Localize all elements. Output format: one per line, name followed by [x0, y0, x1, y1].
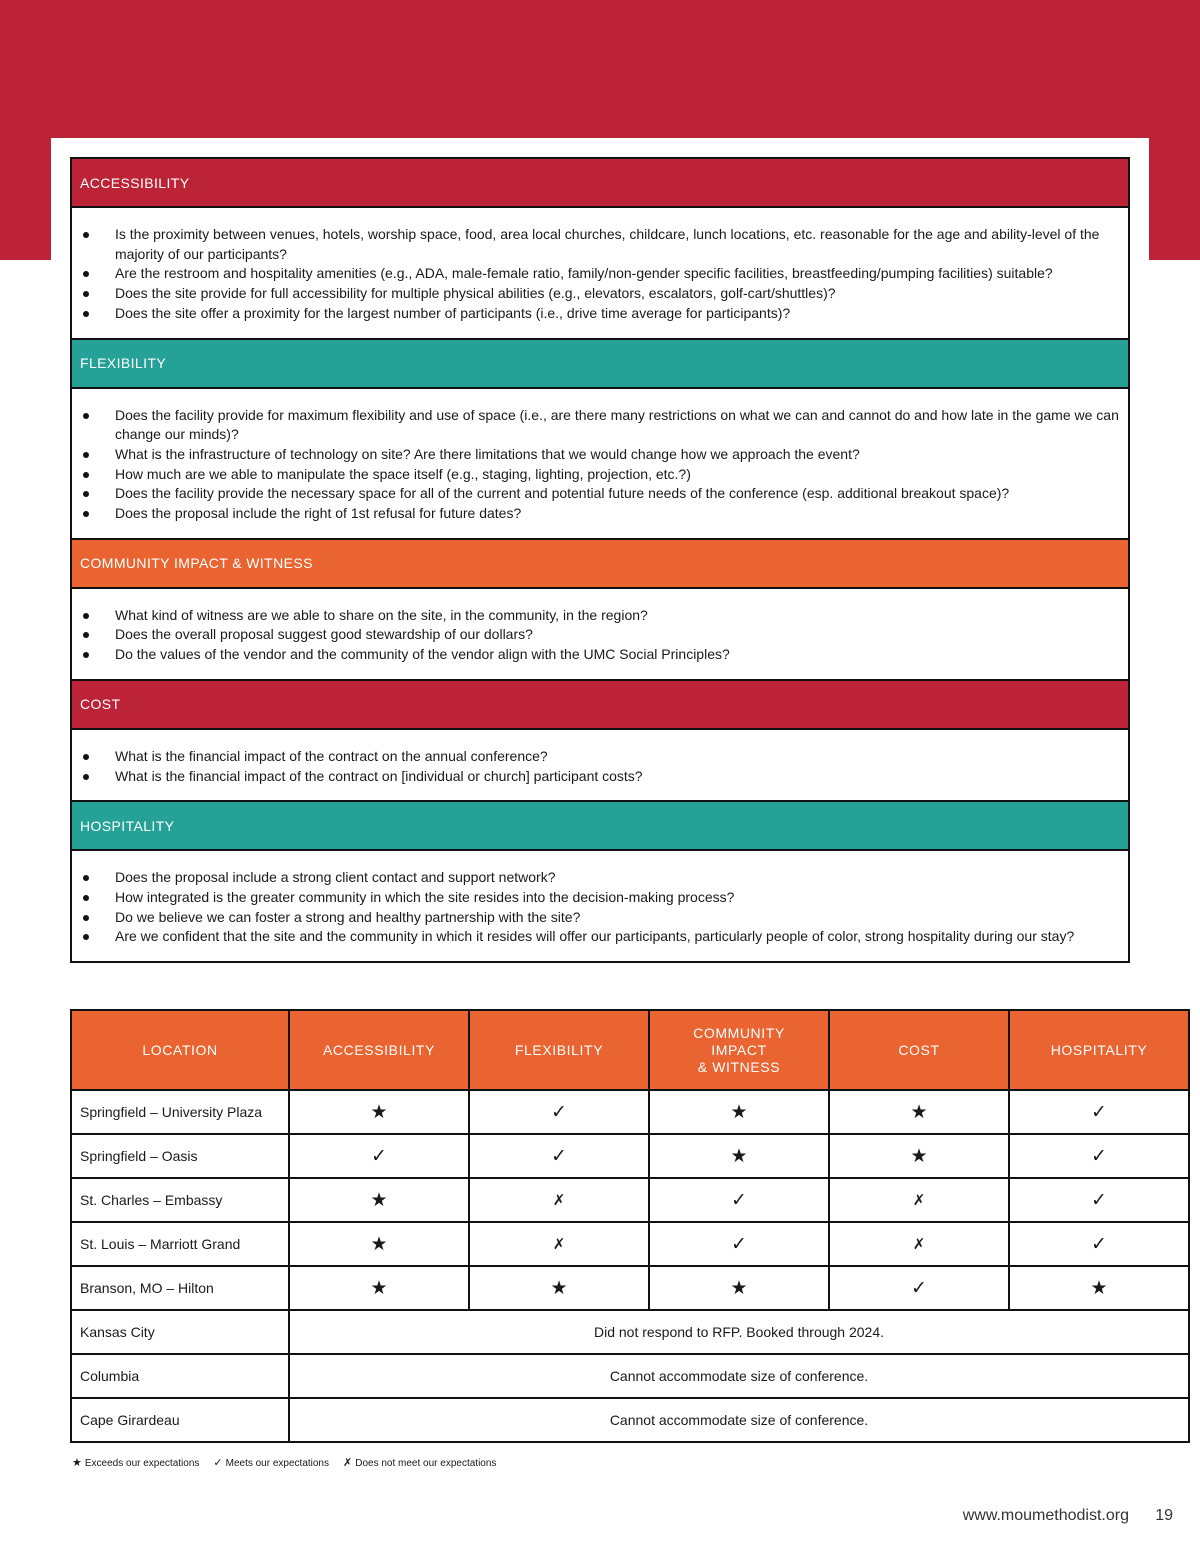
question-item: Does the proposal include the right of 1st refusal for future dates?	[80, 504, 1120, 524]
location-comparison-table	[70, 1009, 1190, 1443]
star-icon: ★	[829, 1090, 1009, 1134]
table-row	[71, 1266, 1189, 1310]
star-icon: ★	[649, 1266, 829, 1310]
legend	[72, 1456, 496, 1469]
star-icon: ★	[649, 1134, 829, 1178]
note-cell: Cannot accommodate size of conference.	[289, 1354, 1189, 1398]
star-icon: ★	[72, 1457, 82, 1469]
question-item: Does the overall proposal suggest good stewardship of our dollars?	[80, 625, 1120, 645]
check-icon: ✓	[1009, 1090, 1189, 1134]
check-icon: ✓	[1009, 1222, 1189, 1266]
section-header-flexibility: FLEXIBILITY	[72, 340, 1128, 389]
column-header: ACCESSIBILITY	[289, 1010, 469, 1090]
note-cell: Did not respond to RFP. Booked through 2024.	[289, 1310, 1189, 1354]
criteria-box	[70, 157, 1130, 963]
question-item: Does the facility provide the necessary space for all of the current and potential future needs of the conference (esp. additional breakout space)?	[80, 484, 1120, 504]
table-row	[71, 1222, 1189, 1266]
legend-item	[72, 1456, 199, 1469]
star-icon: ★	[289, 1222, 469, 1266]
check-icon: ✓	[469, 1090, 649, 1134]
question-item: How much are we able to manipulate the space itself (e.g., staging, lighting, projection, etc.?)	[80, 465, 1120, 485]
table-row	[71, 1134, 1189, 1178]
section-body-community-impact-witness	[72, 589, 1128, 681]
section-header-community-impact-witness: COMMUNITY IMPACT & WITNESS	[72, 540, 1128, 589]
question-item: What is the financial impact of the contract on the annual conference?	[80, 747, 1120, 767]
table-row	[71, 1310, 1189, 1354]
x-icon: ✗	[829, 1222, 1009, 1266]
location-cell: Branson, MO – Hilton	[71, 1266, 289, 1310]
question-item: How integrated is the greater community in which the site resides into the decision-making process?	[80, 888, 1120, 908]
table-header-row	[71, 1010, 1189, 1090]
legend-label: Meets our expectations	[225, 1458, 329, 1469]
column-header: HOSPITALITY	[1009, 1010, 1189, 1090]
column-header: COST	[829, 1010, 1009, 1090]
section-body-flexibility	[72, 389, 1128, 540]
star-icon: ★	[289, 1266, 469, 1310]
legend-label: Does not meet our expectations	[355, 1458, 497, 1469]
location-cell: Springfield – University Plaza	[71, 1090, 289, 1134]
question-item: What kind of witness are we able to share on the site, in the community, in the region?	[80, 606, 1120, 626]
section-header-hospitality: HOSPITALITY	[72, 802, 1128, 851]
table-row	[71, 1398, 1189, 1442]
check-icon: ✓	[649, 1222, 829, 1266]
check-icon: ✓	[213, 1457, 223, 1469]
question-item: Does the proposal include a strong client contact and support network?	[80, 868, 1120, 888]
section-body-hospitality	[72, 851, 1128, 961]
column-header: COMMUNITY IMPACT & WITNESS	[649, 1010, 829, 1090]
check-icon: ✓	[829, 1266, 1009, 1310]
check-icon: ✓	[649, 1178, 829, 1222]
table-row	[71, 1178, 1189, 1222]
x-icon: ✗	[469, 1222, 649, 1266]
question-item: Does the site offer a proximity for the largest number of participants (i.e., drive time average for participants)?	[80, 304, 1120, 324]
table-row	[71, 1354, 1189, 1398]
location-cell: Kansas City	[71, 1310, 289, 1354]
section-header-accessibility: ACCESSIBILITY	[72, 159, 1128, 208]
question-item: Do we believe we can foster a strong and healthy partnership with the site?	[80, 908, 1120, 928]
location-cell: Cape Girardeau	[71, 1398, 289, 1442]
note-cell: Cannot accommodate size of conference.	[289, 1398, 1189, 1442]
section-body-accessibility	[72, 208, 1128, 340]
check-icon: ✓	[1009, 1178, 1189, 1222]
question-item: What is the infrastructure of technology on site? Are there limitations that we would change how we approach the event?	[80, 445, 1120, 465]
legend-item	[343, 1456, 496, 1469]
column-header: FLEXIBILITY	[469, 1010, 649, 1090]
location-cell: Columbia	[71, 1354, 289, 1398]
column-header: LOCATION	[71, 1010, 289, 1090]
x-icon: ✗	[829, 1178, 1009, 1222]
section-body-cost	[72, 730, 1128, 802]
page-number: 19	[1155, 1507, 1173, 1524]
star-icon: ★	[469, 1266, 649, 1310]
x-icon: ✗	[343, 1457, 353, 1469]
x-icon: ✗	[469, 1178, 649, 1222]
legend-label: Exceeds our expectations	[84, 1458, 200, 1469]
star-icon: ★	[1009, 1266, 1189, 1310]
footer-url: www.moumethodist.org	[962, 1507, 1129, 1524]
section-header-cost: COST	[72, 681, 1128, 730]
star-icon: ★	[649, 1090, 829, 1134]
question-item: Is the proximity between venues, hotels, worship space, food, area local churches, childcare, lunch locations, etc. reasonable for the age and ability-level of the majority of our participants?	[80, 225, 1120, 264]
question-item: Do the values of the vendor and the community of the vendor align with the UMC Social Principles?	[80, 645, 1120, 665]
location-cell: St. Louis – Marriott Grand	[71, 1222, 289, 1266]
location-cell: St. Charles – Embassy	[71, 1178, 289, 1222]
question-item: Does the facility provide for maximum flexibility and use of space (i.e., are there many restrictions on what we can and cannot do and how late in the game we can change our minds)?	[80, 406, 1120, 445]
question-item: Are we confident that the site and the community in which it resides will offer our participants, particularly people of color, strong hospitality during our stay?	[80, 927, 1120, 947]
star-icon: ★	[289, 1090, 469, 1134]
question-item: Are the restroom and hospitality amenities (e.g., ADA, male-female ratio, family/non-gender specific facilities, breastfeeding/pumping facilities) suitable?	[80, 264, 1120, 284]
star-icon: ★	[829, 1134, 1009, 1178]
question-item: Does the site provide for full accessibility for multiple physical abilities (e.g., elevators, escalators, golf-cart/shuttles)?	[80, 284, 1120, 304]
check-icon: ✓	[469, 1134, 649, 1178]
table-row	[71, 1090, 1189, 1134]
check-icon: ✓	[289, 1134, 469, 1178]
question-item: What is the financial impact of the contract on [individual or church] participant costs?	[80, 767, 1120, 787]
star-icon: ★	[289, 1178, 469, 1222]
check-icon: ✓	[1009, 1134, 1189, 1178]
legend-item	[213, 1456, 329, 1469]
location-cell: Springfield – Oasis	[71, 1134, 289, 1178]
